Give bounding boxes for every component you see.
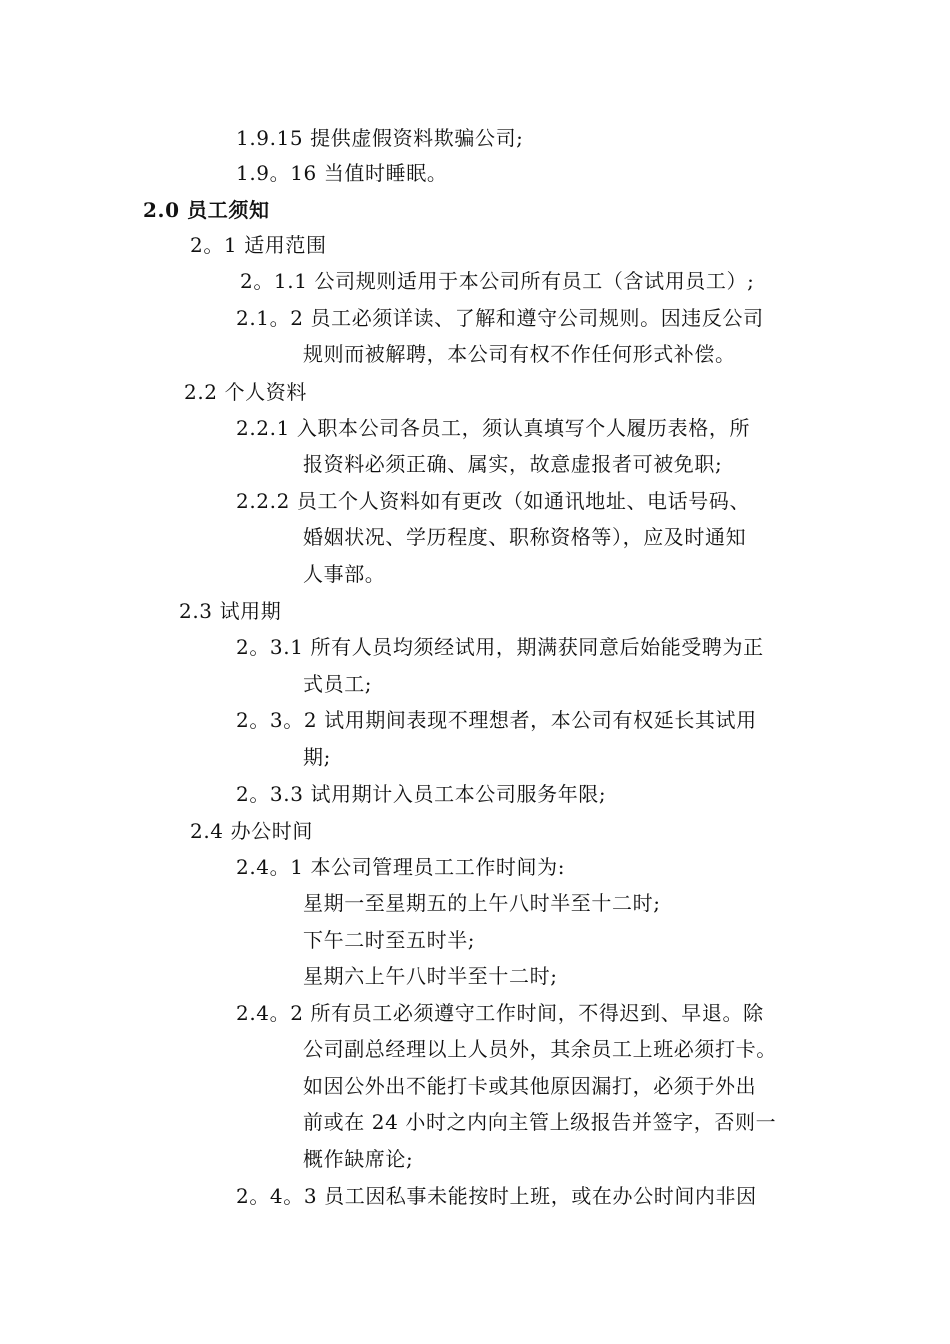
item-2-4-1-line2: 星期一至星期五的上午八时半至十二时; [303, 891, 661, 915]
section-2-2-title: 2.2 个人资料 [184, 380, 307, 404]
item-2-2-1-line1: 2.2.1 入职本公司各员工，须认真填写个人履历表格，所 [236, 416, 751, 440]
item-2-3-2-line1: 2。3。2 试用期间表现不理想者，本公司有权延长其试用 [236, 708, 757, 732]
item-2-3-1-line2: 式员工; [303, 672, 373, 696]
section-2-1-title: 2。1 适用范围 [190, 233, 327, 257]
item-1-9-16: 1.9。16 当值时睡眠。 [236, 161, 448, 185]
item-2-4-1-line1: 2.4。1 本公司管理员工工作时间为: [236, 855, 566, 879]
item-2-1-1: 2。1.1 公司规则适用于本公司所有员工（含试用员工）; [240, 269, 755, 293]
item-2-3-3: 2。3.3 试用期计入员工本公司服务年限; [236, 782, 607, 806]
item-2-4-2-line2: 公司副总经理以上人员外，其余员工上班必须打卡。 [303, 1037, 777, 1061]
item-2-4-2-line5: 概作缺席论; [303, 1147, 414, 1171]
item-2-3-1-line1: 2。3.1 所有人员均须经试用，期满获同意后始能受聘为正 [236, 635, 764, 659]
section-2-0-title: 2.0 员工须知 [143, 198, 270, 222]
item-2-4-1-line4: 星期六上午八时半至十二时; [303, 964, 558, 988]
item-2-2-2-line3: 人事部。 [303, 562, 386, 586]
item-2-2-2-line2: 婚姻状况、学历程度、职称资格等），应及时通知 [303, 525, 747, 549]
item-2-1-2-line2: 规则而被解聘，本公司有权不作任何形式补偿。 [303, 342, 736, 366]
item-2-4-1-line3: 下午二时至五时半; [303, 928, 476, 952]
section-2-3-title: 2.3 试用期 [179, 599, 282, 623]
item-2-4-2-line3: 如因公外出不能打卡或其他原因漏打，必须于外出 [303, 1074, 757, 1098]
item-2-3-2-line2: 期; [303, 745, 331, 769]
item-1-9-15: 1.9.15 提供虚假资料欺骗公司; [236, 126, 524, 150]
item-2-4-2-line1: 2.4。2 所有员工必须遵守工作时间，不得迟到、早退。除 [236, 1001, 764, 1025]
item-2-2-1-line2: 报资料必须正确、属实，故意虚报者可被免职; [303, 452, 723, 476]
item-2-1-2-line1: 2.1。2 员工必须详读、了解和遵守公司规则。因违反公司 [236, 306, 764, 330]
item-2-2-2-line1: 2.2.2 员工个人资料如有更改（如通讯地址、电话号码、 [236, 489, 751, 513]
item-2-4-2-line4: 前或在 24 小时之内向主管上级报告并签字，否则一 [303, 1110, 777, 1134]
item-2-4-3-line1: 2。4。3 员工因私事未能按时上班，或在办公时间内非因 [236, 1184, 757, 1208]
section-2-4-title: 2.4 办公时间 [190, 819, 313, 843]
